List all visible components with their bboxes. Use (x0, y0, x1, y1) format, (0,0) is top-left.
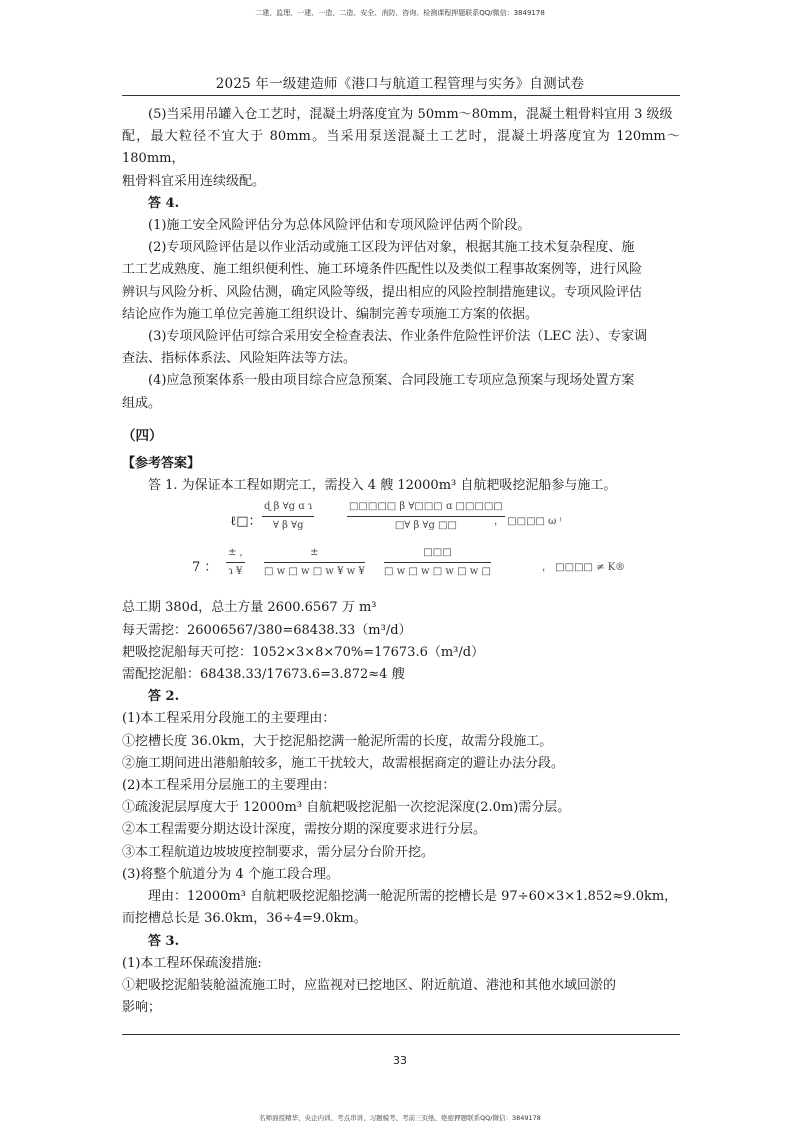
page-header-title: 2025 年一级建造师《港口与航道工程管理与实务》自测试卷 (215, 76, 585, 92)
denominator: □ w □ w □ w ¥ w ¥ (264, 566, 365, 578)
denominator: □∀ β ∀g □□ (394, 520, 457, 532)
fraction (226, 545, 245, 580)
numerator: ɖ β ∀g ɑ ɿ (262, 499, 314, 517)
formula-lhs: ℓ□： (230, 514, 262, 530)
paragraph: 粗骨料宜采用连续级配。 (122, 173, 266, 189)
paragraph: ①耙吸挖泥船装舱溢流施工时，应监视对已挖地区、附近航道、港池和其他水域回淤的 (122, 977, 617, 993)
denominator: ɿ ¥ (228, 566, 243, 578)
denominator: □ w □ w □ w □ w □ (384, 566, 491, 578)
top-banner: 二建、监理、一建、一造、二造、安全、消防、咨询、检测课程押题联系QQ/微信：3849178 (255, 9, 545, 17)
numerator: ± , (226, 545, 245, 563)
formula-2 (122, 545, 680, 595)
denominator: ∀ β ∀g (272, 520, 304, 532)
paragraph: (1)本工程采用分段施工的主要理由： (122, 711, 336, 727)
fraction (347, 499, 505, 534)
paragraph: ②本工程需要分期达设计深度，需按分期的深度要求进行分层。 (122, 822, 487, 838)
fraction (264, 545, 365, 580)
fraction (384, 545, 491, 580)
bottom-banner: 名师面授精华、央企内训、考点串讲、习题模考、考前三页纸、绝密押题联系QQ/微信：3849178 (259, 1114, 541, 1122)
formula-tail: ， □□□□ ω ᵎ (494, 516, 562, 528)
paragraph: (1)施工安全风险评估分为总体风险评估和专项风险评估两个阶段。 (148, 218, 531, 234)
page-body (122, 104, 680, 1019)
paragraph: (1)本工程环保疏浚措施: (122, 955, 262, 971)
numerator: □□□ (384, 545, 491, 563)
section-heading: （四） (122, 427, 163, 444)
paragraph: 而挖槽总长是 36.0km，36÷4=9.0km。 (122, 911, 367, 927)
calc-line: 每天需挖：26006567/380=68438.33（m³/d） (122, 622, 412, 638)
answer-heading: 答 4. (148, 195, 180, 211)
paragraph: 理由：12000m³ 自航耙吸挖泥船挖满一舱泥所需的挖槽长是 97÷60×3×1.852≈9.0km， (148, 889, 678, 905)
calc-line: 总工期 380d，总土方量 2600.6567 万 m³ (122, 600, 377, 616)
paragraph: (2)专项风险评估是以作业活动或施工区段为评估对象，根据其施工技术复杂程度、施 (148, 240, 635, 256)
answer-heading: 答 3. (148, 933, 180, 949)
paragraph: (3)将整个航道分为 4 个施工段合理。 (122, 866, 339, 882)
paragraph: (5)当采用吊罐入仓工艺时，混凝土坍落度宜为 50mm～80mm，混凝土粗骨料宜用 3 级级 (148, 107, 673, 122)
paragraph: 组成。 (122, 395, 162, 411)
paragraph: 影响； (122, 1000, 162, 1016)
reference-answer-label: 【参考答案】 (122, 456, 201, 472)
paragraph: ②施工期间进出港船舶较多，施工干扰较大，故需根据商定的避让办法分段。 (122, 755, 565, 771)
paragraph: ③本工程航道边坡坡度控制要求，需分层分台阶开挖。 (122, 844, 435, 860)
paragraph: ①疏浚泥层厚度大于 12000m³ 自航耙吸挖泥船一次挖泥深度(2.0m)需分层。 (122, 800, 571, 816)
header-rule (122, 95, 680, 96)
formula-1 (122, 499, 680, 543)
formula-tail: ， □□□□ ≠ K® (542, 562, 626, 574)
formula-lhs: 7 ： (192, 560, 218, 576)
paragraph: ①挖槽长度 36.0km，大于挖泥船挖满一舱泥所需的长度，故需分段施工。 (122, 733, 553, 749)
numerator: □□□□□ β ∀□□□ ɑ □□□□□ (347, 499, 505, 517)
paragraph: 工工艺成熟度、施工组织便利性、施工环境条件匹配性以及类似工程事故案例等，进行风险 (122, 262, 643, 278)
paragraph: (4)应急预案体系一般由项目综合应急预案、合同段施工专项应急预案与现场处置方案 (148, 373, 635, 389)
numerator: ± (264, 545, 365, 563)
paragraph: 配，最大粒径不宜大于 80mm。当采用泵送混凝土工艺时，混凝土坍落度宜为 120mm～180mm， (122, 129, 680, 167)
paragraph: 答 1. 为保证本工程如期完工，需投入 4 艘 12000m³ 自航耙吸挖泥船参与施工。 (148, 478, 617, 494)
footer-rule (122, 1034, 680, 1035)
calc-line: 耙吸挖泥船每天可挖：1052×3×8×70%=17673.6（m³/d） (122, 644, 485, 660)
answer-heading: 答 2. (148, 689, 180, 705)
page-number: 33 (393, 1054, 407, 1067)
calc-line: 需配挖泥船：68438.33/17673.6=3.872≈4 艘 (122, 667, 405, 683)
fraction (262, 499, 314, 534)
paragraph: (3)专项风险评估可综合采用安全检查表法、作业条件危险性评价法（LEC 法）、专家调 (148, 329, 648, 345)
paragraph: (2)本工程采用分层施工的主要理由： (122, 778, 336, 794)
paragraph: 查法、指标体系法、风险矩阵法等方法。 (122, 351, 357, 367)
paragraph: 结论应作为施工单位完善施工组织设计、编制完善专项施工方案的依据。 (122, 306, 539, 322)
paragraph: 辨识与风险分析、风险估测，确定风险等级，提出相应的风险控制措施建议。专项风险评估 (122, 284, 643, 300)
